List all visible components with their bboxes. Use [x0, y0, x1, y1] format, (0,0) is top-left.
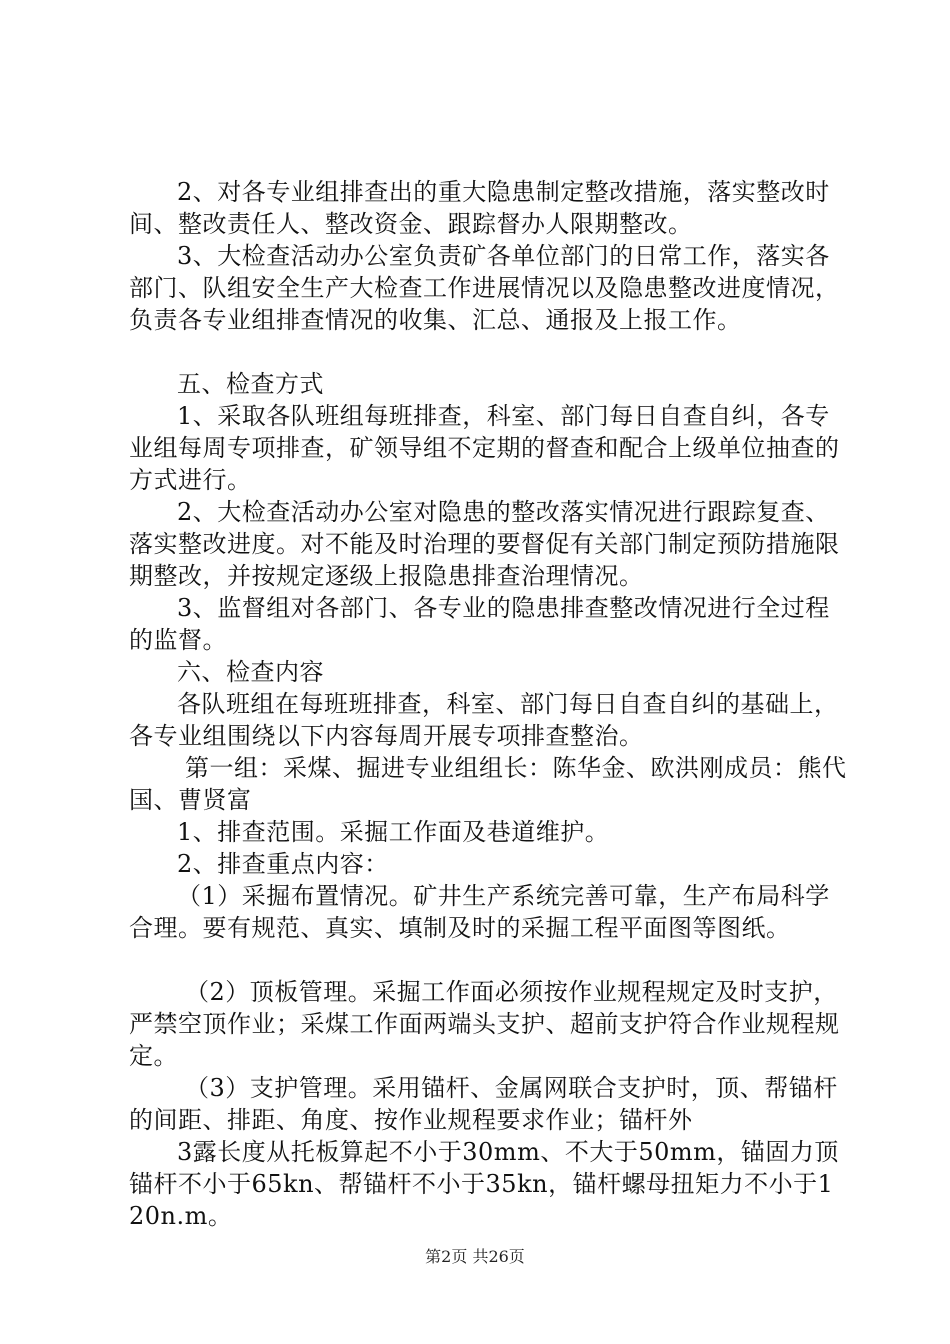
paragraph-spacer	[129, 944, 849, 976]
paragraph-method-2: 2、大检查活动办公室对隐患的整改落实情况进行跟踪复查、落实整改进度。对不能及时治理的要督促有关部门制定预防措施限期整改，并按规定逐级上报隐患排查治理情况。	[129, 498, 840, 590]
paragraph-support-management: （3）支护管理。采用锚杆、金属网联合支护时，顶、帮锚杆的间距、排距、角度、按作业规程要求作业；锚杆外	[129, 1074, 838, 1134]
section-heading-inspection-method: 五、检查方式	[177, 370, 324, 398]
paragraph-rectification-measures: 2、对各专业组排查出的重大隐患制定整改措施，落实整改时间、整改责任人、整改资金、跟踪督办人限期整改。	[129, 178, 830, 238]
paragraph-method-1: 1、采取各队班组每班排查，科室、部门每日自查自纠，各专业组每周专项排查，矿领导组不定期的督查和配合上级单位抽查的方式进行。	[129, 402, 840, 494]
paragraph-layout: （1）采掘布置情况。矿井生产系统完善可靠，生产布局科学合理。要有规范、真实、填制及时的采掘工程平面图等图纸。	[129, 882, 830, 942]
paragraph-content-intro: 各队班组在每班班排查，科室、部门每日自查自纠的基础上，各专业组围绕以下内容每周开展专项排查整治。	[129, 690, 839, 750]
page-number-footer: 第2页 共26页	[425, 1247, 525, 1266]
paragraph-office-duties: 3、大检查活动办公室负责矿各单位部门的日常工作，落实各部门、队组安全生产大检查工作进展情况以及隐患整改进度情况，负责各专业组排查情况的收集、汇总、通报及上报工作。	[129, 242, 840, 334]
paragraph-roof-management: （2）顶板管理。采掘工作面必须按作业规程规定及时支护，严禁空顶作业；采煤工作面两端头支护、超前支护符合作业规程规定。	[129, 978, 840, 1070]
paragraph-method-3: 3、监督组对各部门、各专业的隐患排查整改情况进行全过程的监督。	[129, 594, 830, 654]
section-heading-inspection-content: 六、检查内容	[177, 658, 324, 686]
document-body	[129, 176, 849, 1232]
paragraph-key-content: 2、排查重点内容：	[177, 850, 389, 878]
paragraph-spacer	[129, 336, 849, 368]
paragraph-scope: 1、排查范围。采掘工作面及巷道维护。	[177, 818, 610, 846]
paragraph-group-one: 第一组：采煤、掘进专业组组长：陈华金、欧洪刚成员：熊代国、曹贤富	[129, 754, 847, 814]
paragraph-anchor-specs: 3露长度从托板算起不小于30mm、不大于50mm，锚固力顶锚杆不小于65kn、帮锚杆不小于35kn，锚杆螺母扭矩力不小于120n.m。	[129, 1138, 839, 1230]
